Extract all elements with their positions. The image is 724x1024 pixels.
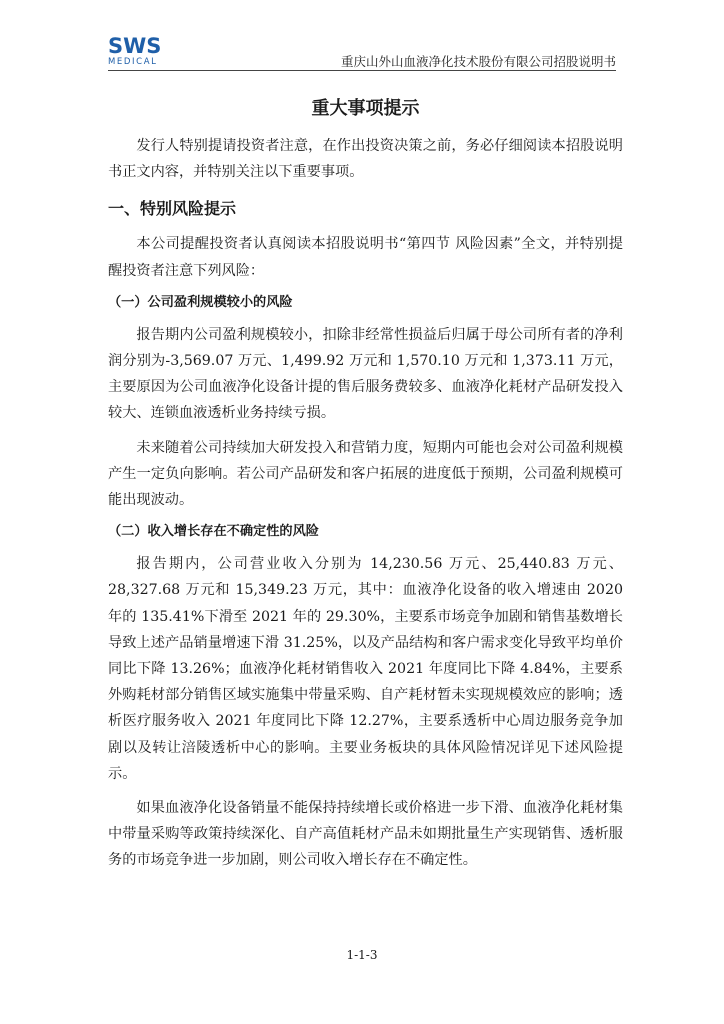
header-title: 重庆山外山血液净化技术股份有限公司招股说明书 [340, 54, 616, 69]
section-intro-paragraph: 本公司提醒投资者认真阅读本招股说明书“第四节 风险因素”全文，并特别提醒投资者注意下列风险： [108, 236, 623, 279]
intro-paragraph: 发行人特别提请投资者注意，在作出投资决策之前，务必仔细阅读本招股说明书正文内容，并特别关注以下重要事项。 [108, 138, 623, 181]
revenue-risk-paragraph-2: 如果血液净化设备销量不能保持持续增长或价格进一步下滑、血液净化耗材集中带量采购等政策持续深化、自产高值耗材产品未如期批量生产实现销售、透析服务的市场竞争进一步加剧，则公司收入增长存在不确定性。 [108, 800, 623, 869]
profit-risk-paragraph-2: 未来随着公司持续加大研发投入和营销力度，短期内可能也会对公司盈利规模产生一定负向影响。若公司产品研发和客户拓展的进度低于预期，公司盈利规模可能出现波动。 [108, 439, 623, 509]
logo-text: SWS [108, 34, 162, 58]
revenue-risk-paragraph-1: 报告期内，公司营业收入分别为 14,230.56 万元、25,440.83 万元、28,327.68 万元和 15,349.23 万元，其中：血液净化设备的收入增速由 2020 年的 135.41%下滑至 2021 年的 29.30%，主要系市场竞争加剧和销售基数增长导致上述产品销量增速下滑 31.25%，以及产品结构和客户需求变化导致平均单价同比下降 13.26%；血液净化耗材销售收入 2021 年度同比下降 4.84%，主要系外购耗材部分销售区域实施集中带量采购、自产耗材暂未实现规模效应的影响；透析医疗服务收入 2021 年度同比下降 12.27%，主要系透析中心周边服务竞争加剧以及转让涪陵透析中心的影响。主要业务板块的具体风险情况详见下述风险提示。 [108, 556, 623, 782]
page-header [108, 36, 616, 70]
header-divider [108, 70, 616, 71]
profit-risk-paragraph-1: 报告期内公司盈利规模较小，扣除非经常性损益后归属于母公司所有者的净利润分别为-3,569.07 万元、1,499.92 万元和 1,570.10 万元和 1,373.11 万元，主要原因为公司血液净化设备计提的售后服务费较多、血液净化耗材产品研发投入较大、连锁血液透析业务持续亏损。 [108, 326, 623, 422]
subsection-heading-revenue-risk: （二）收入增长存在不确定性的风险 [108, 524, 319, 540]
document-body [108, 92, 623, 874]
page-number: 1-1-3 [346, 948, 378, 962]
sws-medical-logo [108, 36, 170, 68]
subsection-heading-profit-risk: （一）公司盈利规模较小的风险 [108, 294, 293, 310]
page-title: 重大事项提示 [311, 98, 420, 119]
section-heading-special-risks: 一、特别风险提示 [108, 199, 237, 219]
logo-subtext: MEDICAL [108, 57, 158, 67]
